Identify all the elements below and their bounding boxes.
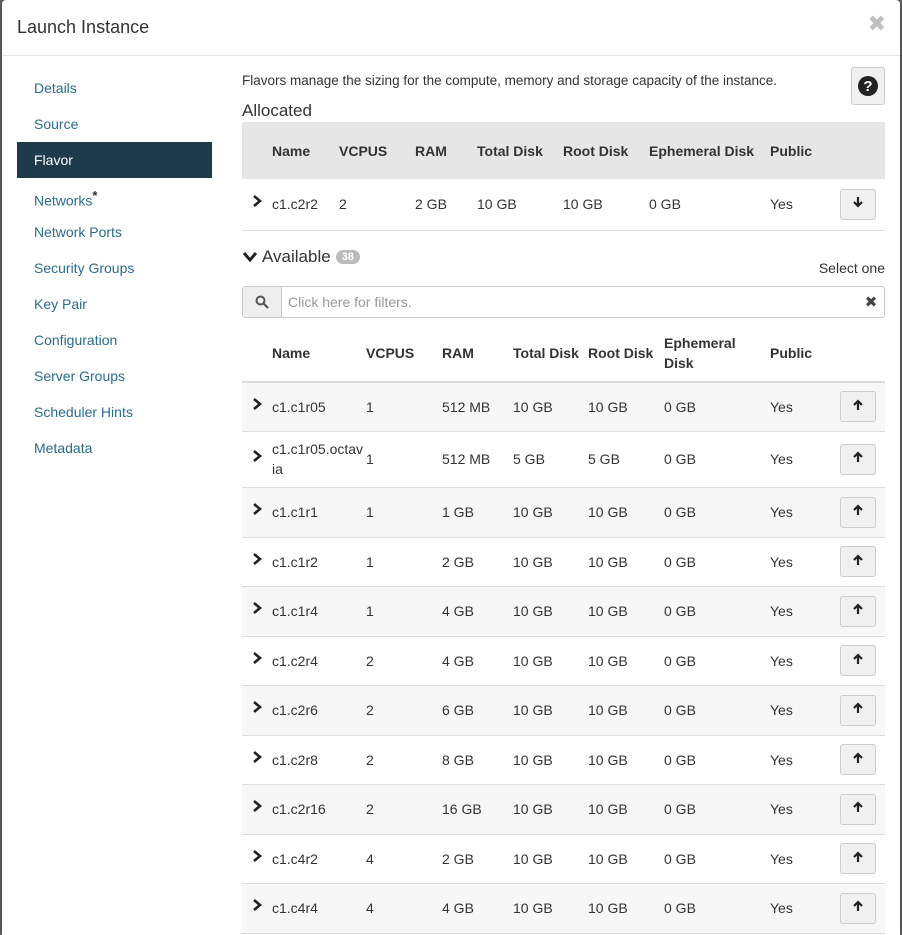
nav-item-label: Metadata	[34, 440, 93, 456]
col-ram: RAM	[442, 345, 474, 361]
cell-vcpus: 1	[366, 603, 374, 619]
available-flavor-row	[242, 685, 885, 735]
col-ram: RAM	[415, 142, 447, 159]
cell-vcpus: 4	[366, 900, 374, 916]
cell-root-disk: 10 GB	[588, 850, 628, 867]
cell-total-disk: 10 GB	[513, 603, 553, 619]
cell-public: Yes	[770, 603, 793, 619]
available-flavor-row	[242, 586, 885, 636]
allocated-header-row	[242, 122, 885, 179]
cell-name: c1.c2r6	[272, 702, 318, 718]
chevron-right-icon[interactable]	[242, 636, 271, 685]
cell-ram: 4 GB	[442, 603, 474, 619]
cell-root-disk: 5 GB	[588, 451, 620, 467]
close-icon[interactable]: ✖	[867, 12, 886, 37]
allocate-button[interactable]	[840, 497, 876, 528]
cell-vcpus: 1	[366, 398, 374, 415]
nav-item-label: Server Groups	[34, 368, 126, 384]
cell-name: c1.c1r05.octavia	[272, 441, 364, 477]
cell-ram: 16 GB	[442, 801, 482, 817]
col-name: Name	[272, 142, 311, 159]
available-flavor-row	[242, 735, 885, 784]
cell-ram: 2 GB	[442, 553, 474, 570]
allocate-button[interactable]	[840, 695, 876, 726]
cell-ephemeral-disk: 0 GB	[649, 196, 681, 213]
allocate-button[interactable]	[840, 546, 876, 577]
arrow-up-icon	[852, 502, 864, 522]
cell-vcpus: 1	[366, 504, 374, 520]
nav-item-security-groups[interactable]	[17, 250, 212, 286]
cell-name: c1.c2r16	[272, 801, 326, 817]
cell-total-disk: 10 GB	[513, 751, 553, 768]
arrow-up-icon	[852, 397, 864, 417]
cell-root-disk: 10 GB	[588, 751, 628, 768]
nav-item-scheduler-hints[interactable]	[17, 394, 212, 430]
col-root-disk: Root Disk	[588, 345, 654, 361]
cell-ram: 4 GB	[442, 652, 474, 669]
cell-root-disk: 10 GB	[588, 652, 628, 669]
cell-vcpus: 2	[339, 196, 347, 213]
wizard-nav	[17, 70, 212, 466]
cell-vcpus: 2	[366, 801, 374, 817]
arrow-up-icon	[852, 898, 864, 918]
cell-name: c1.c2r2	[272, 196, 318, 213]
available-flavor-row	[242, 382, 885, 431]
modal-header	[2, 0, 900, 56]
cell-name: c1.c1r4	[272, 603, 318, 619]
nav-item-network-ports[interactable]	[17, 214, 212, 250]
chevron-right-icon[interactable]	[242, 537, 271, 586]
nav-item-details[interactable]	[17, 70, 212, 106]
search-icon	[243, 287, 282, 317]
available-flavor-row	[242, 636, 885, 685]
chevron-right-icon[interactable]	[242, 487, 271, 537]
allocate-button[interactable]	[840, 596, 876, 627]
allocate-button[interactable]	[840, 843, 876, 874]
chevron-right-icon[interactable]	[242, 179, 271, 230]
select-one-hint: Select one	[818, 260, 885, 276]
available-toggle[interactable]	[242, 247, 360, 267]
cell-ram: 4 GB	[442, 900, 474, 916]
available-heading: Available	[262, 247, 331, 266]
cell-ephemeral-disk: 0 GB	[664, 702, 696, 718]
cell-ephemeral-disk: 0 GB	[664, 801, 696, 817]
col-total-disk: Total Disk	[477, 142, 543, 159]
cell-total-disk: 10 GB	[513, 900, 553, 916]
cell-public: Yes	[770, 801, 793, 817]
cell-ephemeral-disk: 0 GB	[664, 603, 696, 619]
available-count-badge: 38	[336, 250, 360, 264]
cell-public: Yes	[770, 196, 793, 213]
cell-ram: 2 GB	[442, 850, 474, 867]
arrow-up-icon	[852, 552, 864, 572]
cell-public: Yes	[770, 850, 793, 867]
cell-root-disk: 10 GB	[588, 504, 628, 520]
chevron-down-icon	[242, 251, 258, 263]
col-ephemeral-disk: Ephemeral Disk	[664, 335, 736, 371]
nav-item-server-groups[interactable]	[17, 358, 212, 394]
arrow-up-icon	[852, 700, 864, 720]
cell-public: Yes	[770, 451, 793, 467]
cell-name: c1.c2r8	[272, 751, 318, 768]
nav-item-label: Key Pair	[34, 296, 87, 312]
arrow-up-icon	[852, 449, 864, 469]
available-flavor-row	[242, 431, 885, 487]
allocate-button[interactable]	[840, 744, 876, 775]
cell-name: c1.c1r05	[272, 398, 326, 415]
cell-total-disk: 10 GB	[513, 504, 553, 520]
cell-ephemeral-disk: 0 GB	[664, 751, 696, 768]
nav-item-source[interactable]	[17, 106, 212, 142]
col-root-disk: Root Disk	[563, 142, 629, 159]
nav-item-label: Flavor	[34, 152, 73, 168]
chevron-right-icon[interactable]	[242, 685, 271, 735]
col-ephemeral-disk: Ephemeral Disk	[649, 142, 755, 159]
cell-vcpus: 4	[366, 850, 374, 867]
available-flavor-row	[242, 883, 885, 933]
clear-icon[interactable]: ✖	[864, 293, 878, 311]
help-button[interactable]	[851, 67, 885, 105]
nav-item-label: Source	[34, 116, 79, 132]
cell-name: c1.c2r4	[272, 652, 318, 669]
nav-item-label: Security Groups	[34, 260, 135, 276]
arrow-up-icon	[852, 651, 864, 671]
cell-total-disk: 10 GB	[513, 702, 553, 718]
cell-total-disk: 10 GB	[513, 850, 553, 867]
cell-root-disk: 10 GB	[588, 702, 628, 718]
cell-ephemeral-disk: 0 GB	[664, 504, 696, 520]
cell-total-disk: 10 GB	[477, 196, 517, 213]
cell-vcpus: 2	[366, 652, 374, 669]
allocate-button[interactable]	[840, 444, 876, 475]
chevron-right-icon[interactable]	[242, 784, 271, 834]
cell-vcpus: 2	[366, 702, 374, 718]
arrow-up-icon	[852, 849, 864, 869]
col-public: Public	[770, 142, 813, 159]
nav-item-label: Configuration	[34, 332, 118, 348]
cell-ephemeral-disk: 0 GB	[664, 451, 696, 467]
chevron-right-icon[interactable]	[242, 586, 271, 636]
cell-root-disk: 10 GB	[588, 801, 628, 817]
flavor-intro-text: Flavors manage the sizing for the compute, memory and storage capacity of the instance.	[242, 73, 778, 88]
cell-root-disk: 10 GB	[563, 196, 603, 213]
available-flavor-row	[242, 784, 885, 834]
nav-item-label: Scheduler Hints	[34, 404, 133, 420]
cell-root-disk: 10 GB	[588, 553, 628, 570]
arrow-down-icon	[852, 194, 864, 214]
arrow-up-icon	[852, 799, 864, 819]
nav-item-key-pair[interactable]	[17, 286, 212, 322]
nav-item-label: Network Ports	[34, 224, 122, 240]
available-header	[242, 247, 885, 277]
cell-total-disk: 10 GB	[513, 398, 553, 415]
col-vcpus: VCPUS	[366, 345, 415, 361]
chevron-right-icon[interactable]	[242, 382, 271, 431]
allocate-button[interactable]	[840, 391, 876, 422]
nav-item-label: Networks	[34, 192, 93, 209]
arrow-up-icon	[852, 750, 864, 770]
cell-ephemeral-disk: 0 GB	[664, 850, 696, 867]
col-total-disk: Total Disk	[513, 345, 579, 361]
col-public: Public	[770, 345, 813, 361]
arrow-up-icon	[852, 601, 864, 621]
cell-ram: 6 GB	[442, 702, 474, 718]
allocated-flavor-row	[242, 179, 885, 230]
filter-input[interactable]	[282, 293, 858, 311]
cell-ephemeral-disk: 0 GB	[664, 553, 696, 570]
chevron-right-icon[interactable]	[242, 735, 271, 784]
cell-root-disk: 10 GB	[588, 900, 628, 916]
cell-name: c1.c1r1	[272, 504, 318, 520]
nav-item-metadata[interactable]	[17, 430, 212, 466]
chevron-right-icon[interactable]	[242, 431, 271, 487]
cell-public: Yes	[770, 751, 793, 768]
cell-ram: 512 MB	[442, 451, 491, 467]
cell-total-disk: 10 GB	[513, 801, 553, 817]
cell-ram: 1 GB	[442, 504, 474, 520]
cell-name: c1.c4r4	[272, 900, 318, 916]
cell-total-disk: 10 GB	[513, 553, 553, 570]
allocated-table	[242, 122, 885, 231]
cell-vcpus: 2	[366, 751, 374, 768]
cell-total-disk: 10 GB	[513, 652, 553, 669]
cell-ephemeral-disk: 0 GB	[664, 398, 696, 415]
available-flavor-row	[242, 487, 885, 537]
cell-vcpus: 1	[366, 553, 374, 570]
cell-ram: 512 MB	[442, 398, 491, 415]
allocated-heading: Allocated	[242, 101, 312, 120]
cell-ram: 8 GB	[442, 751, 474, 768]
help-icon: ?	[858, 76, 878, 96]
available-header-row	[242, 325, 885, 382]
cell-ephemeral-disk: 0 GB	[664, 900, 696, 916]
cell-public: Yes	[770, 398, 793, 415]
launch-instance-modal	[2, 0, 900, 935]
nav-item-configuration[interactable]	[17, 322, 212, 358]
cell-public: Yes	[770, 900, 793, 916]
cell-ephemeral-disk: 0 GB	[664, 652, 696, 669]
nav-item-flavor[interactable]	[17, 142, 212, 178]
filter-bar	[242, 286, 885, 318]
modal-title: Launch Instance	[17, 17, 150, 37]
deallocate-button[interactable]	[840, 189, 876, 220]
nav-item-label: Details	[34, 80, 77, 96]
cell-ram: 2 GB	[415, 196, 447, 213]
allocate-button[interactable]	[840, 645, 876, 676]
cell-root-disk: 10 GB	[588, 398, 628, 415]
allocate-button[interactable]	[840, 794, 876, 825]
cell-vcpus: 1	[366, 451, 374, 467]
cell-public: Yes	[770, 553, 793, 570]
allocate-button[interactable]	[840, 893, 876, 924]
nav-item-networks[interactable]	[17, 178, 212, 214]
cell-public: Yes	[770, 652, 793, 669]
cell-total-disk: 5 GB	[513, 451, 545, 467]
cell-public: Yes	[770, 504, 793, 520]
col-name: Name	[272, 345, 311, 361]
cell-name: c1.c1r2	[272, 553, 318, 570]
chevron-right-icon[interactable]	[242, 883, 271, 933]
cell-name: c1.c4r2	[272, 850, 318, 867]
cell-public: Yes	[770, 702, 793, 718]
cell-root-disk: 10 GB	[588, 603, 628, 619]
available-flavor-row	[242, 834, 885, 883]
required-marker: *	[92, 188, 98, 203]
available-flavor-row	[242, 537, 885, 586]
available-table	[242, 325, 885, 934]
chevron-right-icon[interactable]	[242, 834, 271, 883]
col-vcpus: VCPUS	[339, 142, 388, 159]
